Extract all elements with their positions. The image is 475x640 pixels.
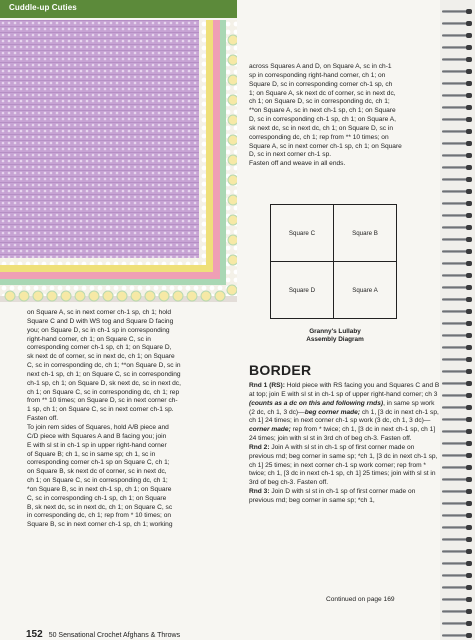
text-line: B, sk next dc, sc in next dc, ch 1; on Square C, sc [27, 503, 173, 511]
spiral-coil [440, 274, 473, 278]
spiral-coil [440, 562, 473, 566]
spiral-coil [440, 358, 473, 362]
diagram-square-d: Square D [270, 261, 334, 319]
spiral-coil [440, 94, 473, 98]
text-line: To join rem sides of Squares, hold A/B piece and [27, 423, 169, 431]
text-line: on Square A, sc in next corner ch-1 sp, ch 1; hold [27, 309, 172, 316]
spiral-coil [440, 46, 473, 50]
spiral-coil [440, 310, 473, 314]
rnd2-text: Join A with sl st in ch-1 sp of first corner made on previous rnd; beg corner in same sp; *ch 1, [3 dc in next ch-1 sp, ch 1] 25 times; in next corner ch-1 sp work corner; rep from * twice; ch 1, [3 dc in next ch-1 sp, ch 1] 25 times; join with sl st in 3rd of beg ch-3. Fasten off. [249, 443, 438, 487]
spiral-coil [440, 70, 473, 74]
spiral-coil [440, 178, 473, 182]
spiral-coil [440, 226, 473, 230]
spiral-coil [440, 190, 473, 194]
spiral-coil [440, 22, 473, 26]
text-line: **on Square A, sc in next ch-1 sp, ch 1; on Square [249, 107, 396, 115]
diagram-square-c: Square C [270, 204, 334, 262]
spiral-coil [440, 490, 473, 494]
caption-line-2: Assembly Diagram [306, 336, 364, 343]
border-instructions [249, 382, 441, 506]
spiral-coil [440, 286, 473, 290]
border-heading: BORDER [249, 362, 312, 378]
book-title: 50 Sensational Crochet Afghans & Throws [48, 632, 181, 639]
spiral-coil [440, 454, 473, 458]
text-line: from ** 10 times; on Square D, sc in next corner ch- [27, 397, 178, 405]
spiral-coil [440, 514, 473, 518]
text-line: you; on Square D, sc in ch-1 sp in corresponding [27, 326, 170, 334]
spiral-coil [440, 154, 473, 158]
spiral-coil [440, 370, 473, 374]
spiral-coil [440, 346, 473, 350]
rnd1-italic3: corner made; [249, 426, 291, 434]
spiral-coil [440, 82, 473, 86]
text-line: 1; on Square A, sk next dc of corner, sc in next dc, [249, 89, 396, 97]
text-line: D, sc in corresponding ch-1 sp, ch 1; on Square A, [249, 116, 396, 124]
spiral-coil [440, 610, 473, 614]
spiral-coil [440, 130, 473, 134]
spiral-coil [440, 442, 473, 446]
text-line: sp in corresponding right-hand corner, ch 1; on [249, 71, 386, 79]
spiral-coil [440, 34, 473, 38]
text-line: Square D, sc in corresponding corner ch-1 sp, ch [249, 80, 393, 88]
spiral-coil [440, 430, 473, 434]
spiral-coil [440, 382, 473, 386]
rnd1-text-b: , in same sp work (2 dc, ch 1, 3 dc)— [249, 399, 435, 416]
section-header-bar [0, 0, 237, 18]
continued-note: Continued on page 169 [326, 596, 395, 603]
section-title: Cuddle-up Cuties [9, 3, 77, 12]
spiral-coil [440, 538, 473, 542]
text-line: Square A, sc in next corner ch-1 sp, ch 1; on Square [249, 142, 402, 150]
text-line: ch 1; on Square C, sc in corresponding dc, ch 1; [27, 477, 168, 485]
text-line: corresponding corner ch-1 sp, ch 1; on Square D, [27, 344, 172, 352]
spiral-coil [440, 238, 473, 242]
spiral-coil [440, 550, 473, 554]
spiral-coil [440, 214, 473, 218]
text-line: right-hand corner, ch 1; on Square C, sc in [27, 335, 151, 343]
spiral-coil [440, 574, 473, 578]
diagram-square-a: Square A [333, 261, 397, 319]
spiral-coil [440, 10, 473, 14]
spiral-coil [440, 250, 473, 254]
rnd3-paragraph [249, 488, 441, 506]
spiral-coil [440, 418, 473, 422]
text-line: 1 sp, ch 1; on Square C, sc in next corner ch-1 sp. [27, 406, 174, 414]
text-line: of Square B; ch 1, sc in same sp; ch 1, sc in [27, 450, 156, 458]
text-line: Square B, sc in next corner ch-1 sp, ch 1; working [27, 521, 173, 529]
spiral-coil [440, 118, 473, 122]
text-line: ch-1 sp, ch 1; on Square D, sk next dc, sc in next dc, [27, 379, 181, 387]
text-line: next ch-1 sp, ch 1; on Square C, sc in corresponding [27, 370, 181, 378]
spiral-coil [440, 142, 473, 146]
rnd2-label: Rnd 2: [249, 443, 270, 451]
text-line: Square C and D with WS tog and Square D facing [27, 317, 174, 325]
text-line: Fasten off and weave in all ends. [249, 160, 346, 168]
caption-line-1: Granny's Lullaby [309, 328, 361, 335]
spiral-binding [440, 0, 475, 640]
text-line: corresponding dc, ch 1; rep from ** 10 times; on [249, 133, 389, 141]
page-number: 152 [26, 629, 43, 640]
text-line: D, sc in next corner ch-1 sp. [249, 151, 332, 159]
right-column-top-text [249, 63, 441, 169]
rnd3-text: Join D with sl st in ch-1 sp of first corner made on previous rnd; beg corner in same sp; *ch 1, [249, 488, 416, 504]
left-column-text [27, 309, 239, 530]
text-line: C, sc in corresponding dc, ch 1; **on Square D, sc in [27, 362, 181, 370]
spiral-coil [440, 502, 473, 506]
spiral-coil [440, 586, 473, 590]
spiral-coil [440, 58, 473, 62]
rnd3-label: Rnd 3: [249, 488, 270, 496]
spiral-coil [440, 106, 473, 110]
spiral-coil [440, 262, 473, 266]
spiral-coil [440, 394, 473, 398]
spiral-coil [440, 634, 473, 638]
text-line: C, sc in corresponding ch-1 sp, ch 1; on Square [27, 494, 167, 502]
spiral-coil [440, 202, 473, 206]
diagram-caption [262, 328, 408, 344]
spiral-coil [440, 526, 473, 530]
assembly-diagram [270, 204, 400, 322]
spiral-coil [440, 478, 473, 482]
page-footer [26, 629, 180, 640]
rnd1-italic2: beg corner made; [304, 408, 361, 416]
spiral-coil [440, 406, 473, 410]
spiral-coil [440, 298, 473, 302]
rnd2-paragraph [249, 444, 441, 488]
text-line: sk next dc of corner, sc in next dc, ch 1; on Square [27, 353, 175, 361]
text-line: in corresponding dc, ch 1; rep from * 10 times; on [27, 512, 172, 520]
spiral-coil [440, 466, 473, 470]
text-line: Fasten off. [27, 415, 59, 423]
text-line: ch 1; on Square C, sc in corresponding dc, ch 1; rep [27, 388, 180, 396]
text-line: sk next dc, sc in next dc, ch 1; on Square D, sc in [249, 124, 394, 132]
rnd1-text-c: ch 1, [3 dc in next ch-1 sp, ch 1] 24 times; in next corner ch-1 sp work (3 dc, ch 1, 3 dc)— [249, 408, 439, 425]
text-line: on Square B, sk next dc of corner, sc in next dc, [27, 468, 167, 476]
spiral-coil [440, 334, 473, 338]
spiral-coil [440, 322, 473, 326]
text-line: corresponding corner ch-1 sp on Square C, ch 1; [27, 459, 170, 467]
text-line: *on Square B, sc in next ch-1 sp, ch 1; on Square [27, 485, 172, 493]
spiral-coil [440, 166, 473, 170]
text-line: C/D piece with Squares A and B facing you; join [27, 432, 167, 440]
rnd1-text-d: rep from * twice; ch 1, [3 dc in next ch-1 sp, ch 1] 24 times; join with sl st in 3rd ch of beg ch-3. Fasten off. [249, 426, 436, 443]
spiral-coil [440, 622, 473, 626]
rnd1-text-a: Hold piece with RS facing you and Squares C and B at top; join E with sl st in ch-1 sp of upper right-hand corner; ch 3 [249, 382, 440, 398]
diagram-square-b: Square B [333, 204, 397, 262]
text-line: ch 1; on Square D, sc in corresponding dc, ch 1; [249, 98, 390, 106]
afghan-photo [0, 20, 237, 302]
rnd1-label: Rnd 1 (RS): [249, 382, 285, 389]
text-line: across Squares A and D, on Square A, sc in ch-1 [249, 63, 392, 70]
text-line: E with sl st in ch-1 sp in upper right-hand corner [27, 441, 167, 449]
rnd1-paragraph [249, 382, 441, 444]
spiral-coil [440, 598, 473, 602]
rnd1-italic: (counts as a dc on this and following rnds) [249, 399, 384, 407]
